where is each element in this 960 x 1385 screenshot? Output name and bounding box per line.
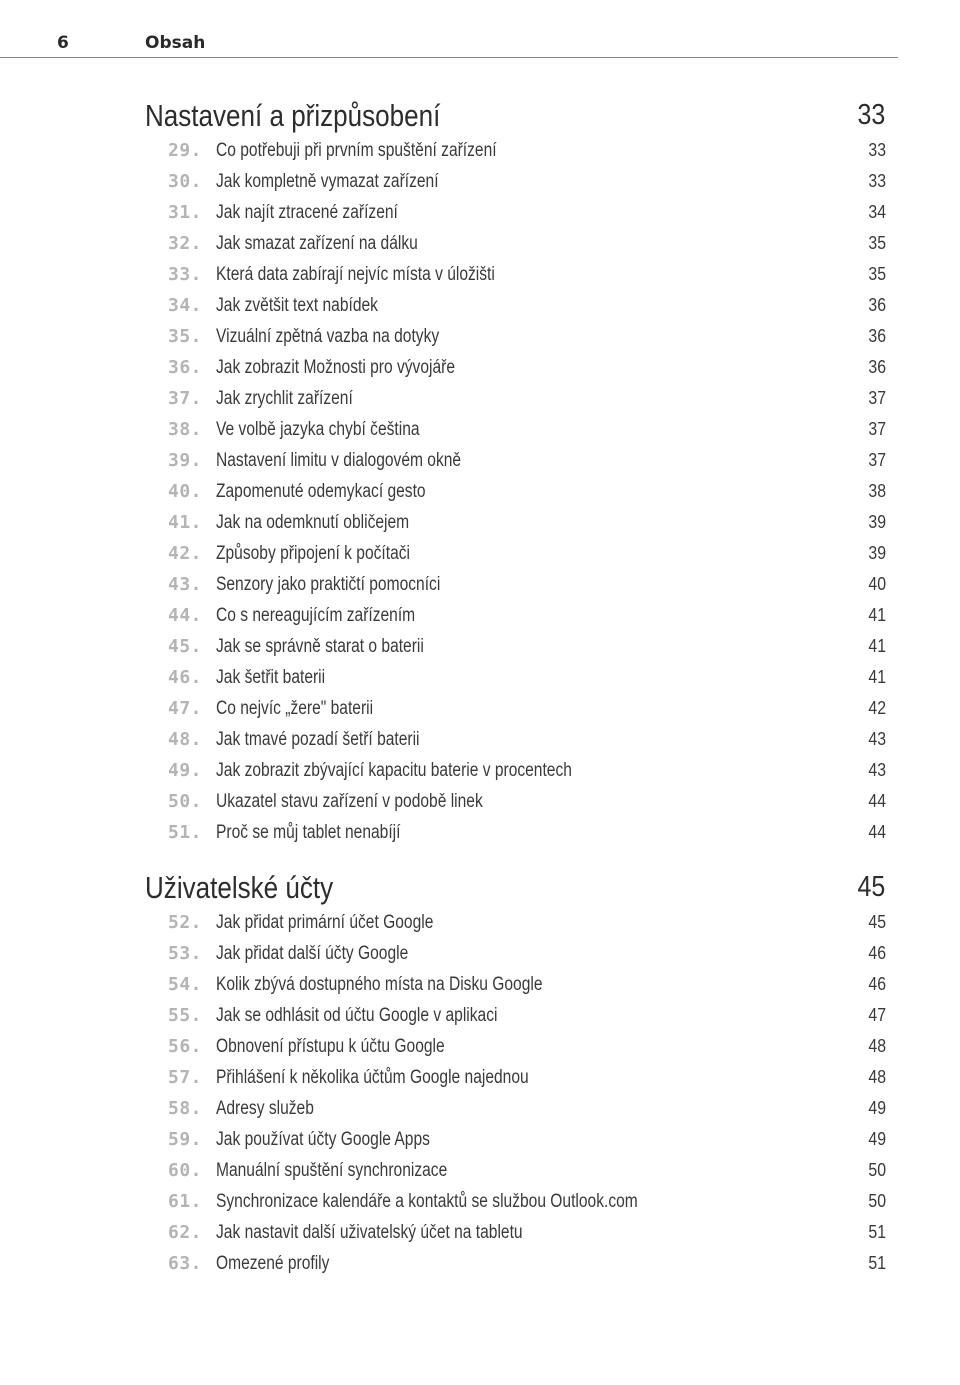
entry-number: 61. xyxy=(168,1191,203,1212)
toc-entry xyxy=(168,357,888,385)
entry-number: 50. xyxy=(168,791,203,812)
entry-number: 58. xyxy=(168,1098,203,1119)
entry-number: 54. xyxy=(168,974,203,995)
entry-page-number: 46 xyxy=(868,943,886,963)
toc-entry xyxy=(168,1036,888,1064)
entry-title: Jak šetřit baterii xyxy=(216,667,326,688)
entry-title: Jak přidat primární účet Google xyxy=(216,912,434,933)
entry-number: 39. xyxy=(168,450,203,471)
entry-number: 42. xyxy=(168,543,203,564)
toc-entry xyxy=(168,295,888,323)
entry-number: 63. xyxy=(168,1253,203,1274)
entry-title: Co s nereagujícím zařízením xyxy=(216,605,416,626)
entry-title: Ve volbě jazyka chybí čeština xyxy=(216,419,420,440)
entry-title: Omezené profily xyxy=(216,1253,330,1274)
toc-entry xyxy=(168,574,888,602)
entry-number: 43. xyxy=(168,574,203,595)
entry-page-number: 38 xyxy=(868,481,886,501)
toc-entry xyxy=(168,760,888,788)
entry-title: Co potřebuji při prvním spuštění zařízení xyxy=(216,140,497,161)
entry-title: Způsoby připojení k počítači xyxy=(216,543,410,564)
toc-entry xyxy=(168,1005,888,1033)
entry-title: Jak používat účty Google Apps xyxy=(216,1129,430,1150)
entry-number: 29. xyxy=(168,140,203,161)
entry-page-number: 41 xyxy=(868,605,886,625)
entry-title: Která data zabírají nejvíc místa v úložišti xyxy=(216,264,495,285)
entry-title: Obnovení přístupu k účtu Google xyxy=(216,1036,445,1057)
section-title-text: Nastavení a přizpůsobení xyxy=(145,98,441,133)
entry-number: 62. xyxy=(168,1222,203,1243)
entry-page-number: 39 xyxy=(868,543,886,563)
section-page-number: 45 xyxy=(857,871,885,903)
entry-page-number: 37 xyxy=(868,419,886,439)
entry-number: 30. xyxy=(168,171,203,192)
toc-entry xyxy=(168,1191,888,1219)
entry-title: Manuální spuštění synchronizace xyxy=(216,1160,448,1181)
section-page-number: 33 xyxy=(857,99,885,131)
toc-entry xyxy=(168,729,888,757)
toc-entry xyxy=(168,1222,888,1250)
entry-title: Nastavení limitu v dialogovém okně xyxy=(216,450,462,471)
entry-number: 49. xyxy=(168,760,203,781)
entry-number: 37. xyxy=(168,388,203,409)
entry-page-number: 50 xyxy=(868,1160,886,1180)
entry-page-number: 35 xyxy=(868,264,886,284)
entry-title: Synchronizace kalendáře a kontaktů se službou Outlook.com xyxy=(216,1191,638,1212)
entry-number: 52. xyxy=(168,912,203,933)
toc-entry xyxy=(168,388,888,416)
toc-entry xyxy=(168,233,888,261)
entry-title: Jak zvětšit text nabídek xyxy=(216,295,378,316)
entry-page-number: 37 xyxy=(868,450,886,470)
toc-entry xyxy=(168,1253,888,1281)
entry-title: Jak zobrazit Možnosti pro vývojáře xyxy=(216,357,455,378)
entry-page-number: 37 xyxy=(868,388,886,408)
entry-title: Zapomenuté odemykací gesto xyxy=(216,481,426,502)
toc-entry xyxy=(168,326,888,354)
entry-number: 35. xyxy=(168,326,203,347)
entry-title: Jak smazat zařízení na dálku xyxy=(216,233,418,254)
entry-title: Jak přidat další účty Google xyxy=(216,943,409,964)
entry-number: 46. xyxy=(168,667,203,688)
toc-entry xyxy=(168,450,888,478)
entry-title: Vizuální zpětná vazba na dotyky xyxy=(216,326,440,347)
entry-number: 40. xyxy=(168,481,203,502)
toc-entry xyxy=(168,1160,888,1188)
entry-page-number: 33 xyxy=(868,140,886,160)
entry-page-number: 46 xyxy=(868,974,886,994)
entry-title: Jak nastavit další uživatelský účet na tabletu xyxy=(216,1222,523,1243)
entry-number: 60. xyxy=(168,1160,203,1181)
entry-title: Přihlášení k několika účtům Google najednou xyxy=(216,1067,529,1088)
entry-page-number: 44 xyxy=(868,822,886,842)
entry-title: Jak se správně starat o baterii xyxy=(216,636,424,657)
entry-title: Jak kompletně vymazat zařízení xyxy=(216,171,439,192)
toc-entry xyxy=(168,822,888,850)
entry-number: 38. xyxy=(168,419,203,440)
entry-page-number: 51 xyxy=(868,1253,886,1273)
toc-entry xyxy=(168,419,888,447)
section-title xyxy=(145,98,771,138)
toc-entry xyxy=(168,171,888,199)
entry-page-number: 35 xyxy=(868,233,886,253)
entry-number: 59. xyxy=(168,1129,203,1150)
entry-title: Jak se odhlásit od účtu Google v aplikaci xyxy=(216,1005,498,1026)
page-number: 6 xyxy=(57,33,69,53)
entry-page-number: 33 xyxy=(868,171,886,191)
section-title-text: Uživatelské účty xyxy=(145,870,334,905)
section-title xyxy=(145,870,771,910)
toc-entry xyxy=(168,667,888,695)
entry-number: 56. xyxy=(168,1036,203,1057)
entry-number: 45. xyxy=(168,636,203,657)
toc-entry xyxy=(168,1067,888,1095)
entry-number: 53. xyxy=(168,943,203,964)
entry-page-number: 51 xyxy=(868,1222,886,1242)
entry-title: Ukazatel stavu zařízení v podobě linek xyxy=(216,791,483,812)
entry-page-number: 49 xyxy=(868,1098,886,1118)
entry-page-number: 41 xyxy=(868,667,886,687)
entry-page-number: 42 xyxy=(868,698,886,718)
entry-page-number: 43 xyxy=(868,760,886,780)
entry-page-number: 34 xyxy=(868,202,886,222)
entry-title: Adresy služeb xyxy=(216,1098,314,1119)
entry-number: 55. xyxy=(168,1005,203,1026)
entry-number: 51. xyxy=(168,822,203,843)
entry-page-number: 39 xyxy=(868,512,886,532)
header-title: Obsah xyxy=(145,33,206,53)
toc-entry xyxy=(168,698,888,726)
toc-entry xyxy=(168,543,888,571)
toc-entry xyxy=(168,202,888,230)
toc-entry xyxy=(168,636,888,664)
toc-entry xyxy=(168,912,888,940)
entry-page-number: 50 xyxy=(868,1191,886,1211)
entry-page-number: 44 xyxy=(868,791,886,811)
entry-number: 44. xyxy=(168,605,203,626)
toc-entry xyxy=(168,943,888,971)
toc-entry xyxy=(168,1129,888,1157)
entry-page-number: 41 xyxy=(868,636,886,656)
entry-number: 33. xyxy=(168,264,203,285)
toc-entry xyxy=(168,791,888,819)
entry-title: Jak najít ztracené zařízení xyxy=(216,202,398,223)
entry-page-number: 43 xyxy=(868,729,886,749)
entry-page-number: 47 xyxy=(868,1005,886,1025)
entry-title: Proč se můj tablet nenabíjí xyxy=(216,822,401,843)
entry-page-number: 36 xyxy=(868,295,886,315)
toc-entry xyxy=(168,481,888,509)
toc-entry xyxy=(168,605,888,633)
toc-entry xyxy=(168,974,888,1002)
entry-number: 34. xyxy=(168,295,203,316)
entry-number: 48. xyxy=(168,729,203,750)
page-header xyxy=(0,30,898,58)
entry-title: Jak tmavé pozadí šetří baterii xyxy=(216,729,420,750)
entry-page-number: 48 xyxy=(868,1067,886,1087)
entry-title: Senzory jako praktičtí pomocníci xyxy=(216,574,441,595)
entry-title: Jak zrychlit zařízení xyxy=(216,388,353,409)
entry-title: Kolik zbývá dostupného místa na Disku Google xyxy=(216,974,543,995)
entry-number: 36. xyxy=(168,357,203,378)
entry-number: 41. xyxy=(168,512,203,533)
entry-page-number: 36 xyxy=(868,357,886,377)
entry-title: Co nejvíc „žere" baterii xyxy=(216,698,374,719)
entry-number: 32. xyxy=(168,233,203,254)
entry-title: Jak zobrazit zbývající kapacitu baterie v procentech xyxy=(216,760,572,781)
entry-page-number: 48 xyxy=(868,1036,886,1056)
toc-entry xyxy=(168,512,888,540)
entry-page-number: 45 xyxy=(868,912,886,932)
entry-title: Jak na odemknutí obličejem xyxy=(216,512,410,533)
entry-number: 47. xyxy=(168,698,203,719)
entry-page-number: 36 xyxy=(868,326,886,346)
entry-page-number: 49 xyxy=(868,1129,886,1149)
toc-entry xyxy=(168,1098,888,1126)
entry-number: 57. xyxy=(168,1067,203,1088)
toc-entry xyxy=(168,264,888,292)
entry-number: 31. xyxy=(168,202,203,223)
toc-entry xyxy=(168,140,888,168)
entry-page-number: 40 xyxy=(868,574,886,594)
